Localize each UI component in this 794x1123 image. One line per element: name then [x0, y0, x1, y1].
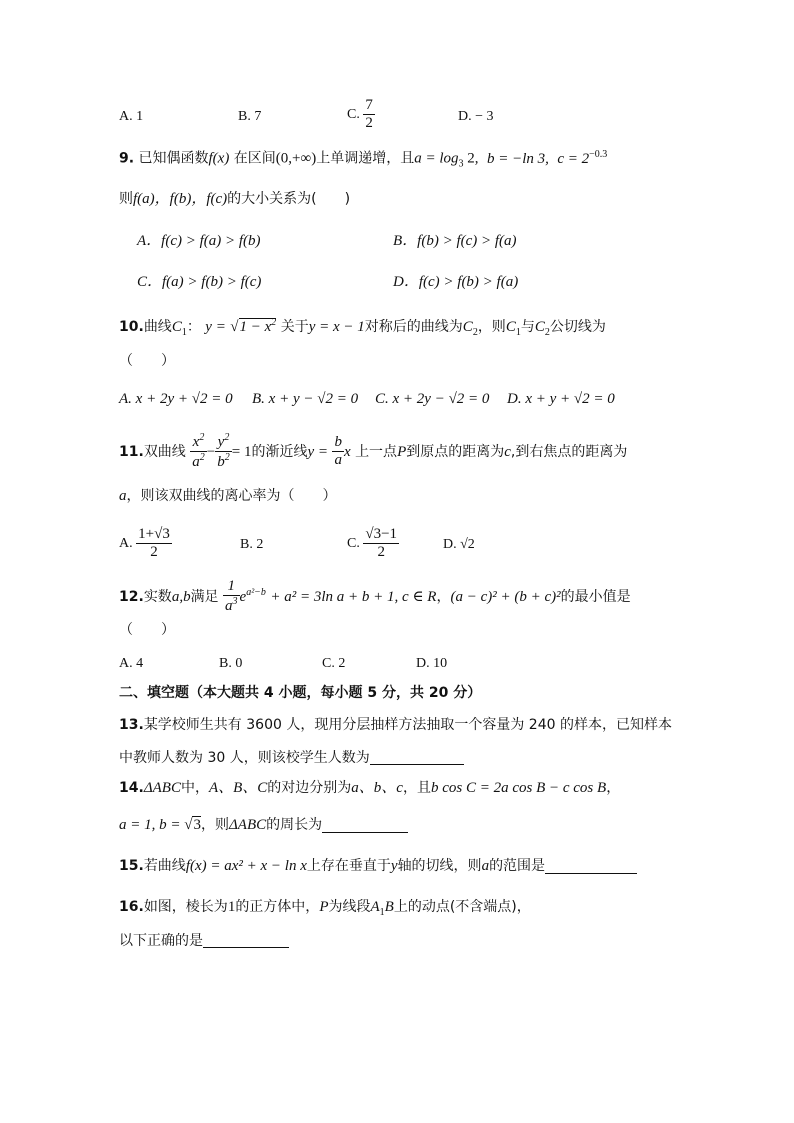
q10-option-d: D. x + y + √2 = 0	[507, 391, 615, 407]
q11-cvar: c	[504, 443, 511, 460]
q9-text1: 已知偶函数	[138, 150, 209, 167]
q11-option-a-label: A.	[119, 535, 133, 551]
q11-p: P	[397, 443, 407, 460]
q16-t3: 为线段	[328, 899, 371, 915]
q16-t2: 的正方体中，	[235, 899, 320, 915]
q10-rad-text: 1 − x	[239, 319, 272, 335]
q16-line1	[119, 900, 531, 918]
q15-t4: 的范围是	[489, 858, 546, 874]
q9-fx: f(x)	[208, 150, 230, 167]
q11-eq1: = 1	[231, 443, 252, 460]
q8-c-num: 7	[363, 97, 375, 115]
q12-paren: （ ）	[119, 622, 175, 638]
q10-t6: 公切线为	[549, 319, 606, 335]
q11-number: 11.	[119, 443, 144, 460]
q10-line: y = x − 1	[308, 319, 365, 335]
q11-b: b	[217, 454, 225, 471]
q14-t1: ΔABC	[143, 780, 181, 796]
q10-number: 10.	[119, 319, 144, 335]
q11-x: x	[192, 434, 200, 450]
q12-fden-sup: 3	[232, 596, 238, 608]
q11-line2a: a	[119, 488, 127, 504]
q16-t4: 上的动点(不含端点)，	[393, 899, 531, 915]
q11-option-c-label: C.	[347, 535, 360, 551]
q10-c1b: C	[505, 319, 516, 335]
q11-aden: a	[334, 452, 342, 469]
q10-t1: 曲线	[143, 319, 172, 335]
q11-y: y	[217, 434, 225, 450]
q16-number: 16.	[119, 899, 144, 915]
q9-b: b = −ln 3,	[486, 150, 549, 167]
q8-option-b: B. 7	[238, 109, 262, 124]
q14-number: 14.	[119, 780, 144, 796]
q10-eq: y =	[205, 319, 226, 335]
q11-option-c-frac	[363, 526, 399, 562]
q11-option-a-frac	[136, 526, 172, 562]
q15-line1	[119, 859, 637, 874]
q11-option-b: B. 2	[240, 537, 264, 552]
q10-t2: 关于	[280, 319, 309, 335]
q14-line2b: ，则	[200, 817, 229, 833]
q13-line1	[119, 718, 672, 732]
q11-t5: ,到右焦点的距离为	[510, 443, 628, 460]
q12-option-c: C. 2	[322, 656, 346, 671]
q13-line2	[119, 750, 464, 765]
q16-a1b-sub: 1	[379, 906, 385, 918]
q11-frac-ba	[332, 434, 344, 470]
q14-t5: a、b、c	[351, 780, 403, 796]
q12-frac	[223, 578, 240, 616]
q10-option-b: B. x + y − √2 = 0	[252, 391, 359, 407]
q10-radical: $√1 - x^2$	[230, 317, 277, 335]
q10-colon: ：	[186, 319, 201, 335]
q9-text3: 上单调递增，且	[316, 150, 415, 167]
q10-rad-sup: 2	[271, 317, 277, 328]
q14-t4: 的对边分别为	[267, 780, 352, 796]
q9-option-d: D．f(c) > f(b) > f(a)	[393, 274, 519, 290]
q15-f: f(x) = ax² + x − ln x	[185, 858, 307, 874]
q12-ab: a,b	[171, 588, 191, 605]
q11-t2: 的渐近线	[251, 443, 308, 460]
q11-c-num: √3−1	[363, 526, 399, 544]
q10-t5: 与	[520, 319, 535, 335]
q10-c1-sub: 1	[181, 326, 187, 338]
q12-e: e	[239, 588, 247, 605]
q11-option-c	[347, 526, 399, 562]
q14-line2d: 的周长为	[266, 817, 323, 833]
q11-frac-x: $\frac{x^2}{a^2}$	[192, 432, 205, 471]
q14-line1	[119, 781, 620, 796]
q11-yeq: y =	[307, 443, 328, 460]
q14-t3: A、B、C	[208, 780, 268, 796]
q15-t2: 上存在垂直于	[306, 858, 391, 874]
q10-paren: （ ）	[119, 353, 175, 369]
q13-number: 13.	[119, 717, 144, 733]
q11-stem-line2	[119, 489, 337, 504]
q11-t3: 上一点	[355, 443, 398, 460]
q11-option-d: D. √2	[443, 537, 475, 552]
q14-line2a: a = 1, b =	[119, 817, 185, 833]
q14-t6: ，且	[402, 780, 431, 796]
q15-answer-blank[interactable]	[545, 859, 637, 874]
q12-option-b: B. 0	[219, 656, 243, 671]
q8-option-a: A. 1	[119, 109, 144, 124]
q11-stem-line1: 11.双曲线 $\frac{x^2}{a^2}$ − $\frac{y^2}{b^2}$ = 1的渐近线y = $\frac{b}{a}$ x 上一点P到原点的距离为c,到右焦点的距离为	[119, 432, 628, 471]
q10-c2b-sub: 2	[544, 326, 550, 338]
q8-c-den: 2	[365, 115, 373, 132]
q12-t4: 的最小值是	[560, 588, 631, 605]
q12-stem-line1	[119, 578, 631, 616]
q9-option-b: B．f(b) > f(c) > f(a)	[393, 233, 517, 249]
q10-option-a: A. x + 2y + √2 = 0	[119, 391, 233, 407]
q12-t2: 满足	[190, 588, 219, 605]
q14-rad: 3	[193, 817, 201, 833]
q12-option-d: D. 10	[416, 656, 448, 671]
q12-number: 12.	[119, 588, 144, 605]
q10-option-c: C. x + 2y − √2 = 0	[375, 391, 490, 407]
q11-c-den: 2	[377, 544, 385, 561]
q9-a-arg: 2,	[463, 150, 479, 167]
q9-number: 9.	[119, 150, 135, 167]
q16-t1: 如图，棱长为	[143, 899, 228, 915]
q9-option-a: A．f(c) > f(a) > f(b)	[137, 233, 261, 249]
q12-fnum: 1	[223, 578, 240, 596]
q12-expr: (a − c)² + (b + c)²	[450, 588, 561, 605]
q11-t4: 到原点的距离为	[406, 443, 505, 460]
q12-t1: 实数	[143, 588, 172, 605]
q16-a1b-b: B	[384, 899, 394, 915]
q11-t1: 双曲线	[143, 443, 186, 460]
q11-bnum: b	[332, 434, 344, 452]
q9-a: a = log	[414, 150, 459, 167]
q8-option-c	[347, 97, 375, 133]
q13-answer-blank[interactable]	[370, 750, 464, 765]
q10-c2: C	[462, 319, 473, 335]
q10-c2-sub: 2	[472, 326, 478, 338]
q8-option-c-fraction	[363, 97, 375, 133]
q16-line2: 以下正确的是	[119, 933, 203, 949]
q14-t8: ，	[606, 780, 621, 796]
q11-a-den: 2	[150, 544, 158, 561]
q11-a: a	[192, 454, 200, 471]
q10-c1b-sub: 1	[515, 326, 521, 338]
q14-line2: a = 1, b = √3，则ΔABC的周长为	[119, 818, 408, 833]
q9-interval: (0,+∞)	[275, 150, 317, 167]
q13-text2: 中教师人数为 30 人，则该校学生人数为	[119, 750, 370, 766]
q8-option-c-label: C.	[347, 106, 360, 122]
q13-text1: 某学校师生共有 3600 人，现用分层抽样方法抽取一个容量为 240 的样本，已知样本	[143, 717, 672, 733]
q16-p: P	[319, 899, 329, 915]
q10-t4: ，则	[477, 319, 506, 335]
q9-stem-line1	[119, 150, 607, 169]
q16-a1b-a: A	[370, 899, 380, 915]
q15-a: a	[481, 858, 490, 874]
q11-a-num: 1+√3	[136, 526, 172, 544]
q9-a-base: 3	[458, 158, 464, 170]
q15-number: 15.	[119, 858, 144, 874]
q14-answer-blank[interactable]	[322, 818, 408, 833]
q12-fden: a	[225, 598, 233, 615]
q9-line2b: f(a)，f(b)，f(c)	[133, 191, 228, 207]
q14-line2c: ΔABC	[228, 817, 267, 833]
q14-t7: b cos C = 2a cos B − c cos B	[430, 780, 607, 796]
q9-line2a: 则	[119, 191, 133, 207]
q15-t3: 轴的切线，则	[397, 858, 482, 874]
q16-one: 1	[227, 899, 236, 915]
q11-frac-y: $\frac{y^2}{b^2}$	[217, 432, 230, 471]
q16-line2	[119, 933, 289, 948]
q16-answer-blank[interactable]	[203, 933, 289, 948]
q12-rest: + a² = 3ln a + b + 1, c ∈ R	[270, 588, 437, 605]
q12-t3: ，	[436, 588, 451, 605]
q8-option-d: D. − 3	[458, 109, 494, 124]
q9-c-exp: −0.3	[589, 149, 608, 160]
q9-option-c: C．f(a) > f(b) > f(c)	[137, 274, 262, 290]
q10-c1: C	[171, 319, 182, 335]
q11-option-a	[119, 526, 172, 562]
q10-t3: 对称后的曲线为	[364, 319, 463, 335]
q10-stem-line1	[119, 318, 606, 338]
section-fill-in-heading: 二、填空题（本大题共 4 小题，每小题 5 分，共 20 分）	[119, 685, 482, 701]
q10-c2b: C	[534, 319, 545, 335]
q14-t2: 中，	[180, 780, 209, 796]
q15-y: y	[390, 858, 398, 874]
q12-e-sup: a²−b	[246, 587, 266, 599]
q11-xvar: x	[343, 443, 351, 460]
q9-line2c: 的大小关系为( )	[227, 191, 351, 207]
q9-text2: 在区间	[233, 150, 276, 167]
q9-c: c = 2	[557, 150, 590, 167]
q9-stem-line2	[119, 192, 350, 207]
q11-line2b: ，则该双曲线的离心率为（ ）	[126, 488, 337, 504]
q15-t1: 若曲线	[143, 858, 186, 874]
q12-option-a: A. 4	[119, 656, 144, 671]
